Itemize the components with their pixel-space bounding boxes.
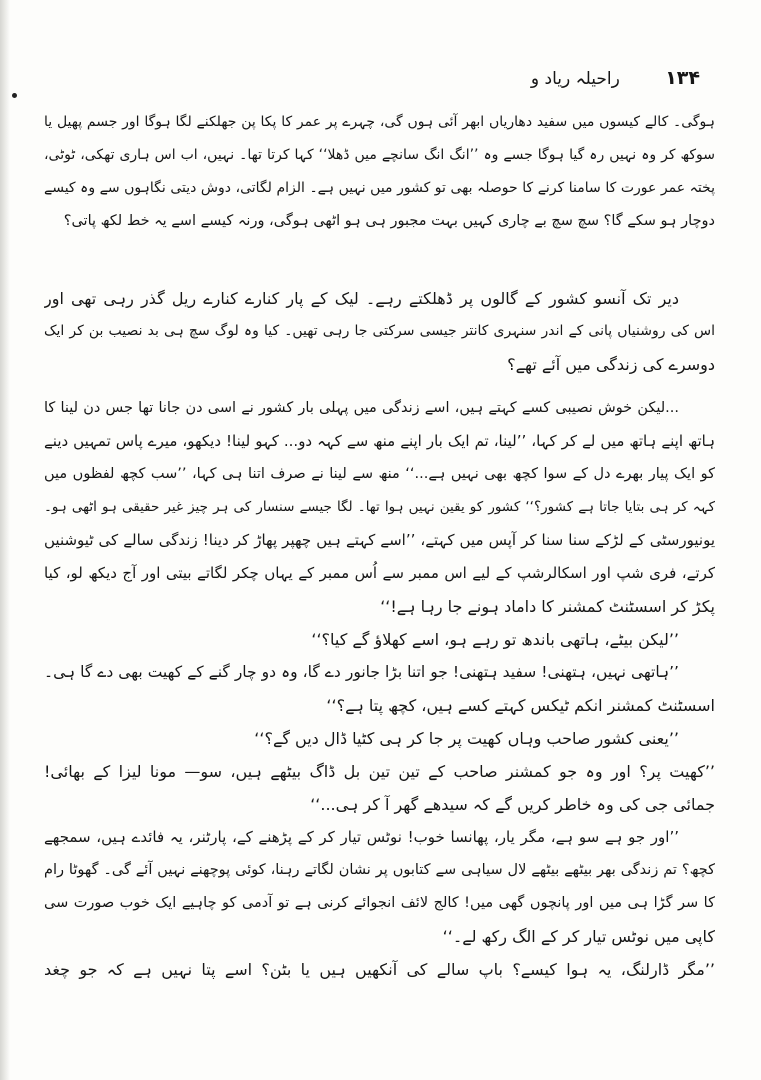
text-line: جمائی جی کی وہ خاطر کریں گے کہ سیدھے گھر آ کر ہی...‘‘ <box>310 795 715 814</box>
text-line: ’’اور جو ہے سو ہے، مگر یار، پھانسا خوب! نوٹس تیار کر کے پڑھنے کے، پارٹنر، یہ فائدے ہیں، سمجھے <box>44 828 679 846</box>
running-header <box>520 64 700 92</box>
book-title: راحیلہ ریاد و <box>530 69 620 89</box>
text-line: کاپی میں نوٹس تیار کر کے الگ رکھ لے۔‘‘ <box>442 927 715 946</box>
text-line: کچھ؟ تم زندگی بھر بیٹھے بیٹھے لال سیاہی سے کتابوں پر نشان لگاتے رہنا، کوئی پوچھنے نہیں آئے گی۔ گھوٹا رام <box>44 862 715 878</box>
text-line: پکڑ کر اسسٹنٹ کمشنر کا داماد ہونے جا رہا ہے!‘‘ <box>380 597 715 616</box>
text-line: ’’لیکن بیٹے، ہاتھی باندھ تو رہے ہو، اسے کھلاؤ گے کیا؟‘‘ <box>311 630 679 649</box>
text-line: ...لیکن خوش نصیبی کسے کہتے ہیں، اسے زندگی میں پہلی بار کشور نے اسی دن جانا تھا جس دن لینا کا <box>44 400 679 416</box>
text-line: پختہ عمر عورت کا سامنا کرنے کا حوصلہ بھی تو کشور میں نہیں ہے۔ الزام لگاتی، دوش دیتی نگاہوں سے وہ کیسے <box>44 180 715 196</box>
text-line: اسسٹنٹ کمشنر انکم ٹیکس کہتے کسے ہیں، کچھ پتا ہے؟‘‘ <box>326 696 715 715</box>
text-line: ’’یعنی کشور صاحب وہاں کھیت پر جا کر ہی کٹیا ڈال دیں گے؟‘‘ <box>254 729 679 748</box>
text-line: کہہ کر ہی بتایا جاتا ہے کشور؟‘‘ کشور کو یقین نہیں ہوا تھا۔ لگا جیسے سنسار کی ہر چیز غیر حقیقی ہو اٹھی ہو۔ <box>44 499 715 515</box>
text-line: اس کی روشنیاں پانی کے اندر سنہری کانتر جیسی سرکتی جا رہی تھیں۔ کیا وہ لوگ سچ ہی بد نصیب بن کر ایک <box>44 323 715 339</box>
paragraph-block-2 <box>44 282 715 381</box>
text-line: دوچار ہو سکے گا؟ سچ سچ بے چاری کہیں بہت مجبور ہی ہو اٹھی ہوگی، ورنہ کیسے اسے یہ خط لکھ پاتی؟ <box>63 213 715 229</box>
paragraph-block-1 <box>44 106 715 238</box>
paragraph-block-3 <box>44 392 715 986</box>
ink-dot-mark <box>12 93 17 98</box>
text-line: سوکھ کر وہ نہیں رہ گیا ہوگا جسے وہ ’’انگ انگ سانچے میں ڈھلا‘‘ کہا کرتا تھا۔ نہیں، اب اس ہاری تھکی، ٹوٹی، <box>44 147 715 163</box>
page-spine-shadow <box>0 0 10 1080</box>
text-line: دیر تک آنسو کشور کے گالوں پر ڈھلکتے رہے۔ لیک کے پار کنارے کنارے ریل گذر رہی تھی اور <box>44 289 679 308</box>
text-line: ہوگی۔ کالے کیسوں میں سفید دھاریاں ابھر آئی ہوں گی، چہرے پر عمر کا پکا پن جھلکنے لگا ہوگا اور جسم پھیل یا <box>44 114 715 130</box>
text-line: ’’ہاتھی نہیں، ہتھنی! سفید ہتھنی! جو اتنا بڑا جانور دے گا، وہ دو چار گنے کے کھیت بھی دے گا ہی۔ <box>44 663 679 681</box>
text-line: ہاتھ اپنے ہاتھ میں لے کر کہا، ’’لینا، تم ایک بار اپنے منھ سے کہہ دو... کہو لینا! دیکھو، میرے پاس تمہیں دینے <box>44 432 715 450</box>
text-line: کرتے، فری شپ اور اسکالرشپ کے لیے اس ممبر سے اُس ممبر کے یہاں چکر لگاتے بیتی اور آج دیکھ لو، کیا <box>44 564 715 582</box>
text-line: ’’کھیت پر؟ اور وہ جو کمشنر صاحب کے تین تین بل ڈاگ بیٹھے ہیں، سو— مونا لیزا کے بھائی! <box>44 762 715 781</box>
page-number: ۱۳۴ <box>665 67 700 89</box>
text-line: یونیورسٹی کے لڑکے سنا سنا کر آپس میں کہتے، ’’اسے کہتے ہیں چھپر پھاڑ کر دینا! زندگی سالے کی ٹیوشنیں <box>44 531 715 549</box>
text-line: کو ایک پیار بھرے دل کے سوا کچھ بھی نہیں ہے...‘‘ منھ سے لینا نے صرف اتنا ہی کہا، ’’سب کچھ لفظوں میں <box>44 466 715 482</box>
text-line: دوسرے کی زندگی میں آئے تھے؟ <box>507 355 715 374</box>
text-line: ’’مگر ڈارلنگ، یہ ہوا کیسے؟ باپ سالے کی آنکھیں ہیں یا بٹن؟ اسے پتا نہیں ہے کہ جو چغد <box>44 960 715 979</box>
text-line: کا سر گڑا ہی میں اور پانچوں گھی میں! کالج لائف انجوائے کرنی ہے تو آدمی کو چاہیے ایک خوب صورت سی <box>44 895 715 911</box>
